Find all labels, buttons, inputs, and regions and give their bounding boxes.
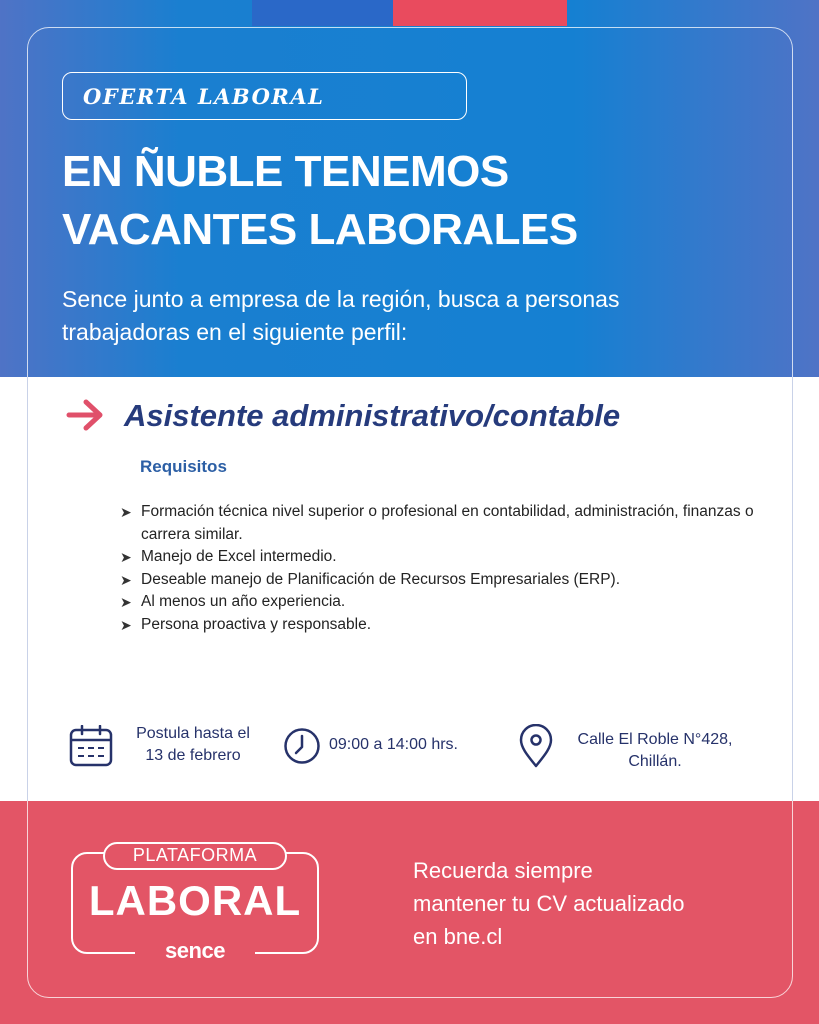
- requirements-label: Requisitos: [140, 457, 227, 476]
- requirement-text: Formación técnica nivel superior o profesional en contabilidad, administración, finanzas o carrera similar.: [141, 503, 754, 543]
- cv-reminder: [413, 854, 773, 953]
- requirement-text: Manejo de Excel intermedio.: [141, 548, 337, 565]
- list-item: [120, 546, 760, 569]
- list-item: [120, 569, 760, 592]
- title-line-1: EN ÑUBLE TENEMOS: [62, 147, 509, 196]
- title-line-2: VACANTES LABORALES: [62, 205, 578, 254]
- bullet-icon: ➤: [120, 594, 132, 610]
- reminder-line-2: mantener tu CV actualizado: [413, 891, 685, 916]
- requirement-text: Deseable manejo de Planificación de Recursos Empresariales (ERP).: [141, 570, 621, 588]
- deadline-line-1: Postula hasta el: [136, 725, 250, 742]
- address-info: [560, 729, 750, 773]
- list-item: [120, 614, 760, 637]
- bullet-icon: ➤: [120, 571, 132, 588]
- list-item: [120, 591, 760, 614]
- offer-tag: [62, 72, 467, 120]
- list-item: [120, 501, 760, 546]
- deadline-line-2: 13 de febrero: [145, 747, 241, 764]
- intro-text: [62, 283, 782, 349]
- job-title: Asistente administrativo/contable: [124, 398, 621, 433]
- top-bar-red: [393, 0, 567, 26]
- requirement-text: Persona proactiva y responsable.: [141, 615, 372, 633]
- page-title: [62, 143, 782, 259]
- top-color-bars: [0, 0, 819, 26]
- calendar-icon: [69, 725, 113, 767]
- location-pin-icon: [518, 724, 554, 768]
- intro-line-1: Sence junto a empresa de la región, busca a personas: [62, 286, 620, 312]
- reminder-line-3: en bne.cl: [413, 924, 503, 949]
- logo-top-label: PLATAFORMA: [103, 842, 287, 870]
- address-line-1: Calle El Roble N°428,: [577, 731, 733, 748]
- requirements-list: [120, 501, 760, 636]
- bullet-icon: ➤: [120, 549, 132, 565]
- requirement-text: Al menos un año experiencia.: [141, 593, 346, 610]
- offer-tag-label: OFERTA LABORAL: [83, 83, 325, 109]
- bullet-icon: ➤: [120, 504, 132, 520]
- arrow-right-icon: [66, 398, 106, 432]
- plataforma-laboral-logo: [71, 842, 319, 964]
- address-line-2: Chillán.: [628, 753, 682, 770]
- bullet-icon: ➤: [120, 616, 132, 633]
- top-bar-blue: [252, 0, 393, 26]
- logo-main-label: LABORAL: [88, 877, 302, 924]
- clock-icon: [283, 727, 321, 765]
- reminder-line-1: Recuerda siempre: [413, 858, 593, 883]
- hours-info: 09:00 a 14:00 hrs.: [329, 736, 458, 753]
- logo-brand-label: sence: [135, 938, 255, 966]
- deadline-info: [118, 723, 268, 767]
- intro-line-2: trabajadoras en el siguiente perfil:: [62, 319, 408, 345]
